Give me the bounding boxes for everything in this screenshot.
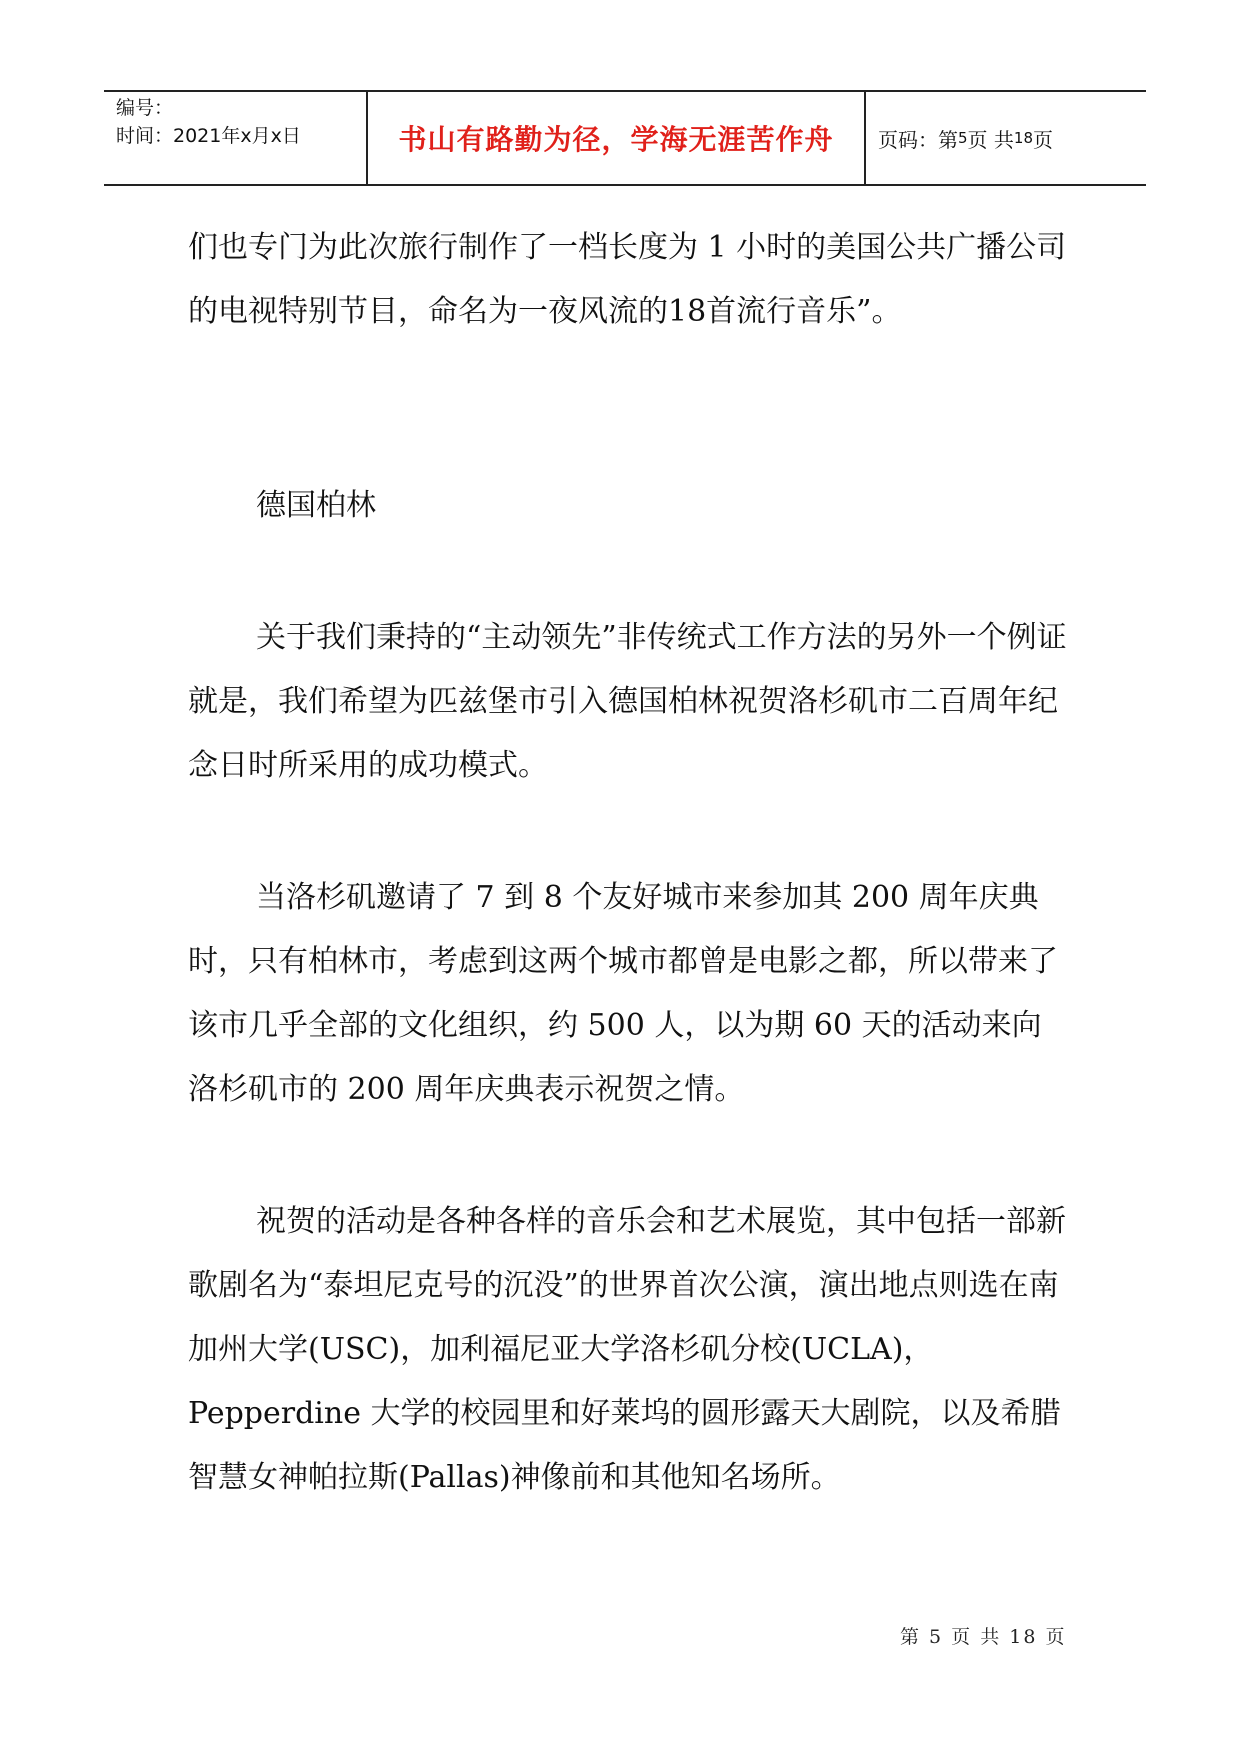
page-footer: 第 5 页 共 18 页 <box>900 1626 1067 1648</box>
time-label: 时间：2021年x月x日 <box>116 125 301 147</box>
header-motto: 书山有路勤为径，学海无涯苦作舟 <box>368 92 866 184</box>
paragraph-4: 祝贺的活动是各种各样的音乐会和艺术展览，其中包括一部新歌剧名为“泰坦尼克号的沉没”的世界首次公演，演出地点则选在南加州大学(USC)，加利福尼亚大学洛杉矶分校(UCLA)，Pepperdine 大学的校园里和好莱坞的圆形露天大剧院，以及希腊智慧女神帕拉斯(Pallas)神像前和其他知名场所。 <box>188 1204 1066 1495</box>
page-prefix: 页码：第 <box>878 127 958 152</box>
section-heading: 德国柏林 <box>256 488 376 523</box>
header-page-info <box>866 92 1146 184</box>
header-meta <box>104 92 368 184</box>
paragraph-2: 关于我们秉持的“主动领先”非传统式工作方法的另外一个例证就是，我们希望为匹兹堡市引入德国柏林祝贺洛杉矶市二百周年纪念日时所采用的成功模式。 <box>188 620 1067 783</box>
number-label: 编号： <box>116 97 174 119</box>
spacer <box>188 798 1068 866</box>
spacer <box>188 538 1068 606</box>
page-number: 5 <box>958 129 968 147</box>
page-suffix: 页 <box>1033 127 1053 152</box>
page-header <box>104 90 1146 186</box>
document-body <box>188 216 1068 1510</box>
spacer <box>188 1122 1068 1190</box>
spacer <box>188 344 1068 474</box>
page-total: 18 <box>1013 129 1033 147</box>
paragraph-3: 当洛杉矶邀请了 7 到 8 个友好城市来参加其 200 周年庆典时，只有柏林市，考虑到这两个城市都曾是电影之都，所以带来了该市几乎全部的文化组织，约 500 人，以为期 60 天的活动来向洛杉矶市的 200 周年庆典表示祝贺之情。 <box>188 880 1058 1107</box>
page-mid: 页 共 <box>967 127 1014 152</box>
paragraph-1: 们也专门为此次旅行制作了一档长度为 1 小时的美国公共广播公司的电视特别节目，命名为一夜风流的18首流行音乐”。 <box>188 230 1067 329</box>
